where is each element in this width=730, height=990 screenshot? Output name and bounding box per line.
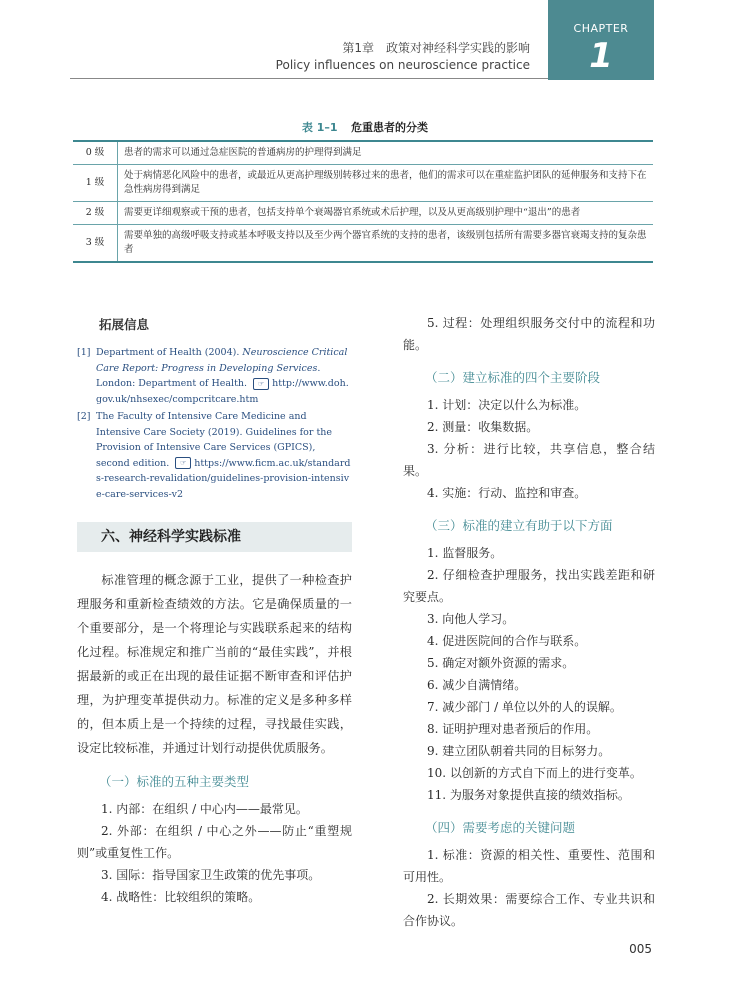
list-item: 2. 仔细检查护理服务，找出实践差距和研究要点。 (403, 568, 655, 604)
section-heading: 六、神经科学实践标准 (77, 522, 352, 552)
description-cell: 患者的需求可以通过急症医院的普通病房的护理得到满足 (118, 141, 654, 165)
table-row (73, 165, 653, 202)
table-caption (0, 119, 730, 135)
subsection-heading: （四）需要考虑的关键问题 (425, 820, 576, 835)
reference-number: [1] (77, 347, 91, 358)
reference-number: [2] (77, 411, 91, 422)
reference-link[interactable]: https://www.ficm.ac.uk/standards-research-revalidation/guidelines-provision-intensive-care-services-v2 (96, 457, 351, 500)
list-item: 4. 实施：行动、监控和审查。 (427, 486, 587, 500)
subsection-heading: （一）标准的五种主要类型 (99, 774, 250, 789)
right-column (403, 300, 655, 932)
list-item: 1. 计划：决定以什么为标准。 (427, 398, 587, 412)
level-cell: 0 级 (73, 141, 118, 165)
subsection-heading: （二）建立标准的四个主要阶段 (425, 370, 601, 385)
list-item: 2. 测量：收集数据。 (427, 420, 539, 434)
running-header-english: Policy influences on neuroscience practice (275, 58, 530, 72)
list-item: 1. 监督服务。 (427, 546, 503, 560)
list-item: 5. 过程：处理组织服务交付中的流程和功能。 (403, 316, 655, 352)
list-item: 5. 确定对额外资源的需求。 (427, 656, 575, 670)
chapter-number: 1 (589, 36, 613, 76)
list-item: 9. 建立团队朝着共同的目标努力。 (427, 744, 611, 758)
level-cell: 2 级 (73, 202, 118, 225)
table-row (73, 225, 653, 263)
list-item: 3. 国际：指导国家卫生政策的优先事项。 (101, 868, 321, 882)
reference-link[interactable]: http://www.doh.gov.uk/nhsexec/compcritcare.htm (96, 378, 349, 405)
reference-title: Neuroscience Critical Care Report: Progress in Developing Services (96, 347, 348, 374)
left-column (77, 300, 352, 908)
subsection-heading: （三）标准的建立有助于以下方面 (425, 518, 613, 533)
list-item: 8. 证明护理对患者预后的作用。 (427, 722, 599, 736)
table-row (73, 141, 653, 165)
header-rule (70, 78, 548, 79)
list-item: 10. 以创新的方式自下而上的进行变革。 (427, 766, 642, 780)
reference-text: The Faculty of Intensive Care Medicine and Intensive Care Society (2019). Guidelines for the Provision of Intensive Care Services (GPICS), second edition. (96, 411, 333, 469)
list-item: 3. 向他人学习。 (427, 612, 515, 626)
list-item: 4. 促进医院间的合作与联系。 (427, 634, 587, 648)
list-item: 2. 长期效果：需要综合工作、专业共识和合作协议。 (403, 892, 655, 928)
list-item: 3. 分析：进行比较，共享信息，整合结果。 (403, 442, 655, 478)
section-paragraph: 标准管理的概念源于工业，提供了一种检查护理服务和重新检查绩效的方法。它是确保质量的一个重要部分，是一个将理论与实践联系起来的结构化过程。标准规定和推广当前的“最佳实践”，并根据最新的或正在出现的最佳证据不断审查和评估护理，为护理变革提供动力。标准的定义是多种多样的，但本质上是一个持续的过程，寻找最佳实践，设定比较标准，并通过计划行动提供优质服务。 (77, 573, 352, 755)
table-title: 危重患者的分类 (351, 121, 429, 134)
link-icon: ☞ (175, 457, 191, 469)
reference-item (77, 409, 352, 502)
patient-classification-table (73, 140, 653, 263)
list-item: 2. 外部：在组织 / 中心之外——防止“重塑规则”或重复性工作。 (77, 824, 352, 860)
running-header-chinese: 第1章 政策对神经科学实践的影响 (342, 41, 530, 55)
reference-text: Department of Health (2004). (96, 347, 243, 358)
list-item: 11. 为服务对象提供直接的绩效指标。 (427, 788, 630, 802)
description-cell: 处于病情恶化风险中的患者，或最近从更高护理级别转移过来的患者，他们的需求可以在重症监护团队的延伸服务和支持下在急性病房得到满足 (118, 165, 654, 202)
level-cell: 3 级 (73, 225, 118, 263)
list-item: 4. 战略性：比较组织的策略。 (101, 890, 261, 904)
list-item: 1. 标准：资源的相关性、重要性、范围和可用性。 (403, 848, 655, 884)
list-item: 1. 内部：在组织 / 中心内——最常见。 (101, 802, 308, 816)
page-number: 005 (629, 942, 652, 956)
chapter-badge (548, 0, 654, 80)
level-cell: 1 级 (73, 165, 118, 202)
table-row (73, 202, 653, 225)
list-item: 6. 减少自满情绪。 (427, 678, 527, 692)
table-number: 表 1–1 (301, 121, 338, 134)
description-cell: 需要更详细观察或干预的患者，包括支持单个衰竭器官系统或术后护理，以及从更高级别护理中“退出”的患者 (118, 202, 654, 225)
reference-item (77, 345, 352, 407)
link-icon: ☞ (253, 378, 269, 390)
reference-text-tail: . London: Department of Health. (96, 362, 321, 389)
list-item: 7. 减少部门 / 单位以外的人的误解。 (427, 700, 622, 714)
extended-info-heading: 拓展信息 (99, 317, 150, 332)
chapter-label: CHAPTER (573, 22, 629, 35)
description-cell: 需要单独的高级呼吸支持或基本呼吸支持以及至少两个器官系统的支持的患者，该级别包括所有需要多器官衰竭支持的复杂患者 (118, 225, 654, 263)
